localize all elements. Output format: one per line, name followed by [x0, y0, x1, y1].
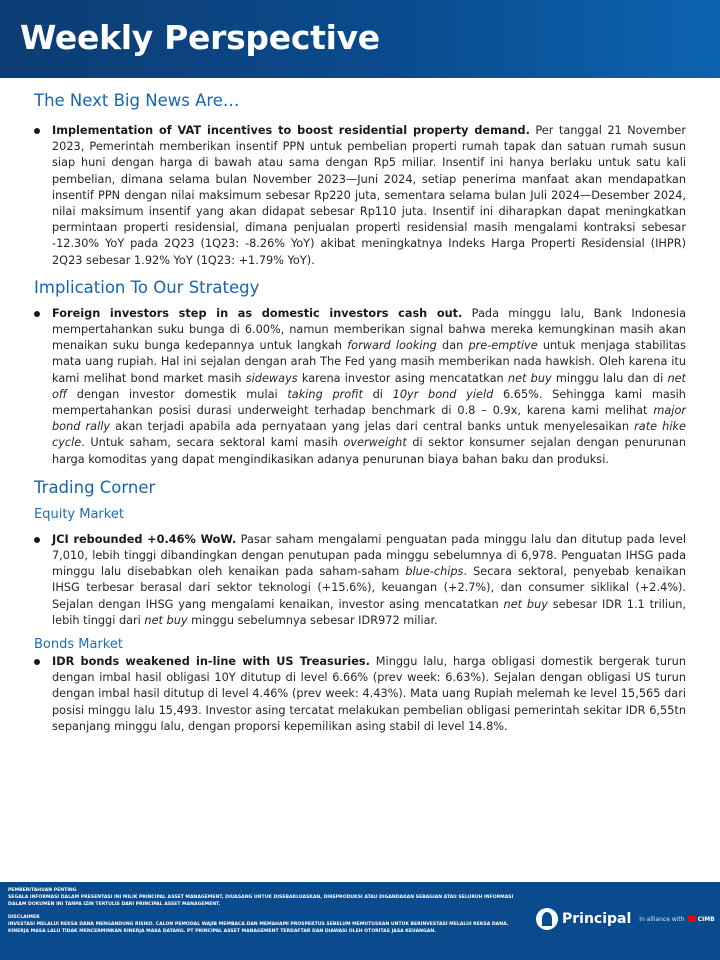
disclaimer [8, 914, 518, 935]
subheading-bonds-market: Bonds Market [34, 637, 123, 653]
alliance-text: In alliance with [639, 915, 685, 923]
bullet-idr-bonds: IDR bonds weakened in-line with US Treasuries. Minggu lalu, harga obligasi domestik bergerak turun dengan imbal hasil obligasi 10Y ditutup di level 6.66% (prev week: 6.63%). Sejalan dengan obligasi US turun dengan imbal hasil ditutup di level 4.46% (prev week: 4.43%). Mata uang Rupiah melemah ke level 15,565 dari posisi minggu lalu 15,493. Investor asing tercatat melakukan pembelian obligasi pemerintah sekitar IDR 6,55tn sepanjang minggu lalu, dengan proporsi kepemilikan asing stabil di level 14.8%. [34, 654, 686, 735]
important-notice [8, 887, 518, 908]
notice-text: SEGALA INFORMASI DALAM PRESENTASI INI MILIK PRINCIPAL ASSET MANAGEMENT, DIUASANG UNTUK DISEBARLUASKAN, DIREPRODUKSI ATAU DIGANDAKAN SEBAGIAN ATAU SELURUH INFORMASI DALAM DOKUMEN INI TANPA IZIN TERTULIS DARI PRINCIPAL ASSET MANAGEMENT. [8, 895, 514, 907]
disclaimer-title: DISCLAIMER [8, 915, 40, 920]
page-title: Weekly Perspective [20, 18, 380, 57]
page-header [0, 0, 720, 78]
bullet-jci-rebounded: JCI rebounded +0.46% WoW. Pasar saham mengalami penguatan pada minggu lalu dan ditutup pada level 7,010, lebih tinggi dibandingkan dengan penutupan pada minggu sebelumnya di 6,978. Penguatan IHSG pada minggu lalu disebabkan oleh kenaikan pada saham-saham blue-chips. Secara sektoral, penyebab kenaikan IHSG terbesar berasal dari sektor teknologi (+15.6%), keuangan (+2.7%), dan consumer siklikal (+2.4%). Sejalan dengan IHSG yang mengalami kenaikan, investor asing mencatatkan net buy sebesar IDR 1.1 triliun, lebih tinggi dari net buy minggu sebelumnya sebesar IDR972 miliar. [34, 532, 686, 629]
principal-logo-icon [536, 908, 558, 930]
cimb-logo-icon [688, 916, 696, 922]
section-heading-next-big-news: The Next Big News Are… [34, 91, 240, 110]
notice-title: PEMBERITAHUAN PENTING [8, 888, 77, 893]
bullet-dot [34, 128, 40, 134]
principal-logo-text: Principal [562, 911, 632, 927]
disclaimer-text: INVESTASI MELALUI REKSA DANA MENGANDUNG RISIKO. CALON PEMODAL WAJIB MEMBACA DAN MEMAHAMI PROSPEKTUS SEBELUM MEMUTUSKAN UNTUK BERINVESTASI MELALUI REKSA DANA. KINERJA MASA LALU TIDAK MENCERMINKAN KINERJA MASA DATANG. PT PRINCIPAL ASSET MANAGEMENT TERDAFTAR DAN DIAWASI OLEH OTORITAS JASA KEUANGAN. [8, 922, 509, 934]
bullet-dot [34, 659, 40, 665]
main-content [34, 90, 686, 735]
principal-logo [536, 905, 715, 933]
subheading-equity-market: Equity Market [34, 506, 124, 522]
cimb-logo-text: CIMB [697, 915, 715, 923]
bullet-dot [34, 537, 40, 543]
section-heading-implication: Implication To Our Strategy [34, 277, 260, 297]
section-heading-trading-corner: Trading Corner [34, 477, 156, 497]
bullet-foreign-investors: Foreign investors step in as domestic investors cash out. Pada minggu lalu, Bank Indonesia mempertahankan suku bunga di 6.00%, namun memberikan signal bahwa mereka kemungkinan masih akan menaikan suku bunga kedepannya untuk langkah forward looking dan pre-emptive untuk menjaga stabilitas mata uang rupiah. Hal ini sejalan dengan arah The Fed yang masih memberikan nada hawkish. Oleh karena itu kami melihat bond market masih sideways karena investor asing mencatatkan net buy minggu lalu dan di net off dengan investor domestik mulai taking profit di 10yr bond yield 6.65%. Sehingga kami masih mempertahankan posisi durasi underweight terhadap benchmark di 0.8 – 0.9x, karena kami melihat major bond rally akan terjadi apabila ada pernyataan yang jelas dari central banks untuk menyelesaikan rate hike cycle. Untuk saham, secara sektoral kami masih overweight di sektor konsumer sejalan dengan penurunan harga komoditas yang dapat mengindikasikan adanya penurunan biaya bahan baku dan produksi. [34, 306, 686, 468]
bullet-dot [34, 311, 40, 317]
bullet-vat-incentives: Implementation of VAT incentives to boost residential property demand. Per tanggal 21 November 2023, Pemerintah memberikan insentif PPN untuk pembelian properti rumah tapak dan satuan rumah susun siap huni dengan harga di bawah atau sama dengan Rp5 miliar. Insentif ini hanya berlaku untuk satu kali pembelian, dimana selama bulan November 2023—Juni 2024, setiap penerima manfaat akan mendapatkan insentif PPN dengan nilai maksimum sebesar Rp220 juta, sementara selama bulan Juli 2024—Desember 2024, nilai maksimum insentif yang akan didapat sebesar Rp110 juta. Insentif ini diharapkan dapat meningkatkan permintaan properti residensial, dimana penjualan properti residensial masih mengalami kontraksi sebesar -12.30% YoY pada 2Q23 (1Q23: -8.26% YoY) akibat meningkatnya Indeks Harga Properti Residensial (IHPR) 2Q23 sebesar 1.92% YoY (1Q23: +1.79% YoY). [34, 123, 686, 269]
